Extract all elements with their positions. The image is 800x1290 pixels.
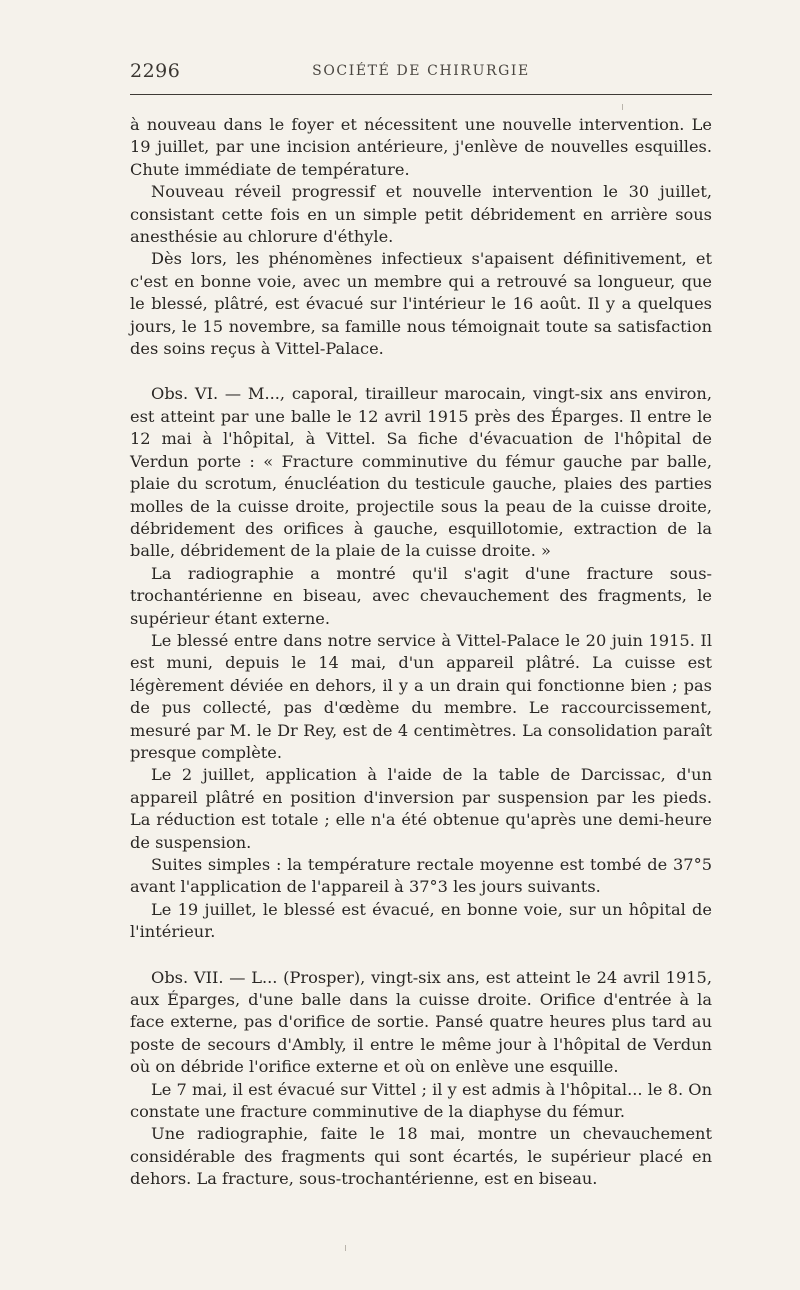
running-head: SOCIÉTÉ DE CHIRURGIE: [312, 63, 530, 79]
paragraph: Le blessé entre dans notre service à Vittel-Palace le 20 juin 1915. Il est muni, depuis le 14 mai, d'un appareil plâtré. La cuisse est légèrement déviée en dehors, il y a un drain qui fonctionne bien ; pas de pus collecté, pas d'œdème du membre. Le raccourcissement, mesuré par M. le Dr Rey, est de 4 centimètres. La consolidation paraît presque complète.: [130, 630, 712, 762]
page-number: 2296: [130, 60, 181, 82]
article-body: [130, 114, 712, 1191]
paragraph-continuation: à nouveau dans le foyer et nécessitent une nouvelle intervention. Le 19 juillet, par une incision antérieure, j'enlève de nouvelles esquilles. Chute immédiate de température.: [130, 115, 712, 179]
section-gap: [130, 360, 712, 383]
observation-vii-paragraph: Obs. VII. — L... (Prosper), vingt-six ans, est atteint le 24 avril 1915, aux Éparges, d'une balle dans la cuisse droite. Orifice d'entrée à la face externe, pas d'orifice de sortie. Pansé quatre heures plus tard au poste de secours d'Ambly, il entre le même jour à l'hôpital de Verdun où on débride l'orifice externe et où on enlève une esquille.: [130, 967, 712, 1077]
paragraph: Une radiographie, faite le 18 mai, montre un chevauchement considérable des fragments qui sont écartés, le supérieur placé en dehors. La fracture, sous-trochantérienne, est en biseau.: [130, 1124, 712, 1189]
paragraph: Le 19 juillet, le blessé est évacué, en bonne voie, sur un hôpital de l'intérieur.: [130, 899, 712, 942]
print-speck: [345, 1245, 346, 1251]
header-rule: [130, 94, 712, 95]
print-speck: [622, 104, 623, 110]
paragraph: Le 2 juillet, application à l'aide de la table de Darcissac, d'un appareil plâtré en position d'inversion par suspension par les pieds. La réduction est totale ; elle n'a été obtenue qu'après une demi-heure de suspension.: [130, 765, 712, 852]
section-gap: [130, 944, 712, 967]
paragraph: Dès lors, les phénomènes infectieux s'apaisent définitivement, et c'est en bonne voie, avec un membre qui a retrouvé sa longueur, que le blessé, plâtré, est évacué sur l'intérieur le 16 août. Il y a quelques jours, le 15 novembre, sa famille nous témoignait toute sa satisfaction des soins reçus à Vittel-Palace.: [130, 249, 712, 359]
paragraph: La radiographie a montré qu'il s'agit d'une fracture sous-trochantérienne en biseau, avec chevauchement des fragments, le supérieur étant externe.: [130, 563, 712, 628]
page-header: [130, 60, 712, 86]
paragraph: Le 7 mai, il est évacué sur Vittel ; il y est admis à l'hôpital... le 8. On constate une fracture comminutive de la diaphyse du fémur.: [130, 1079, 712, 1122]
paragraph: Nouveau réveil progressif et nouvelle intervention le 30 juillet, consistant cette fois en un simple petit débridement en arrière sous anesthésie au chlorure d'éthyle.: [130, 182, 712, 247]
observation-vi-paragraph: Obs. VI. — M..., caporal, tirailleur marocain, vingt-six ans environ, est atteint par une balle le 12 avril 1915 près des Éparges. Il entre le 12 mai à l'hôpital, à Vittel. Sa fiche d'évacuation de l'hôpital de Verdun porte : « Fracture comminutive du fémur gauche par balle, plaie du scrotum, énucléation du testicule gauche, plaies des parties molles de la cuisse droite, projectile sous la peau de la cuisse droite, débridement des orifices à gauche, esquillotomie, extraction de la balle, débridement de la plaie de la cuisse droite. »: [130, 384, 712, 561]
paragraph: Suites simples : la température rectale moyenne est tombé de 37°5 avant l'application de l'appareil à 37°3 les jours suivants.: [130, 855, 712, 897]
